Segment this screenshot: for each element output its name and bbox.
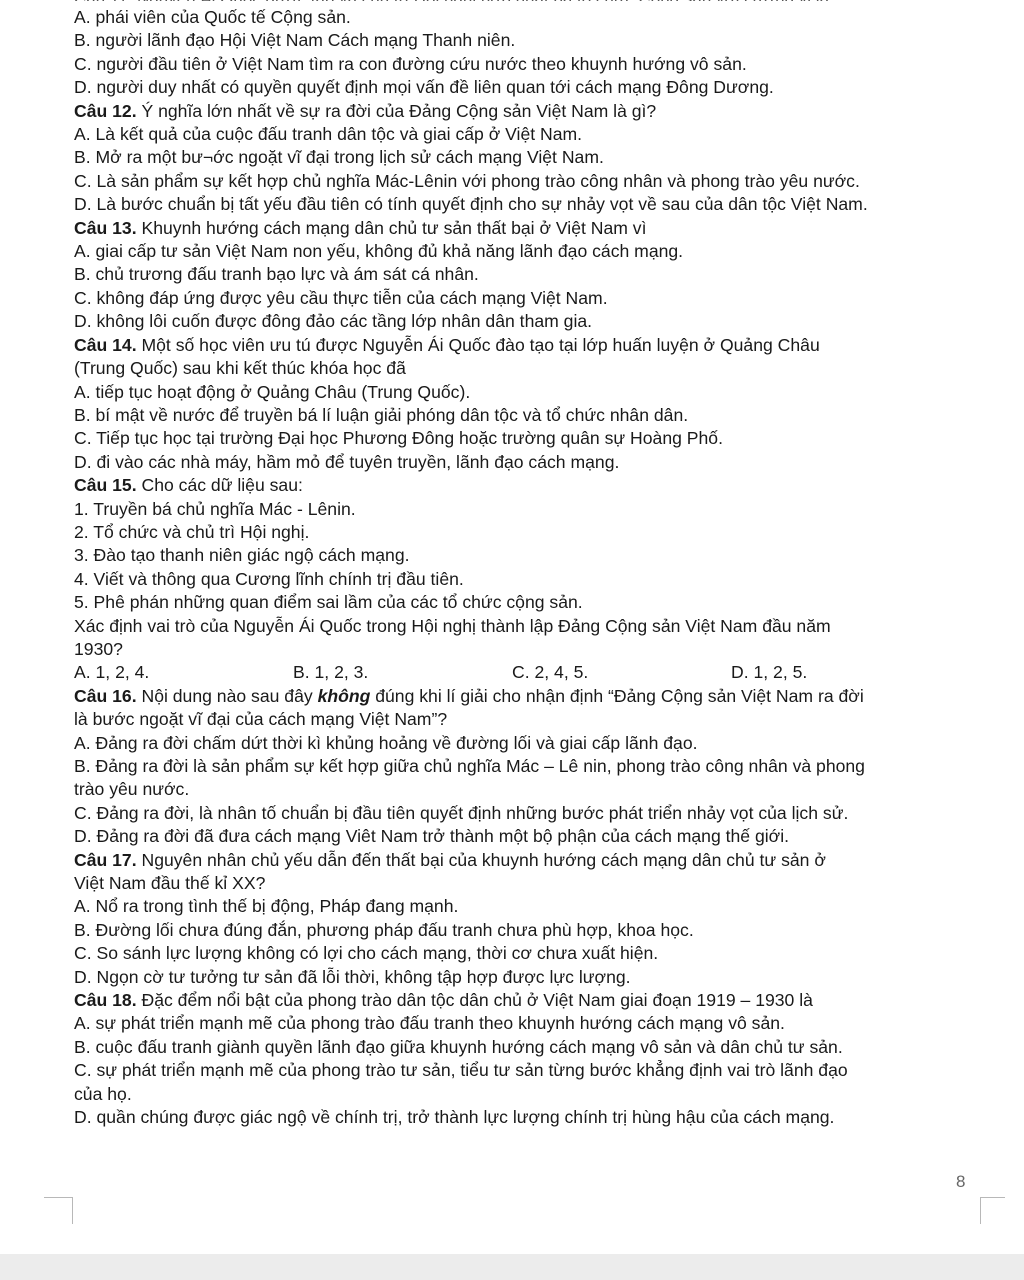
question-label: Câu 12. [74,100,137,121]
question-label: Câu 17. [74,849,137,870]
cut-off-question-line [74,0,994,1]
q11-option-a: A. phái viên của Quốc tế Cộng sản. [74,7,351,27]
question-18 [74,989,994,1012]
q12-option-d: D. Là bước chuẩn bị tất yếu đầu tiên có tính quyết định cho sự nhảy vọt về sau của dân tộc Việt Nam. [74,194,868,215]
q15-option-c: C. 2, 4, 5. [512,662,589,683]
q16-option-d: D. Đảng ra đời đã đưa cách mạng Viêt Nam trở thành một bộ phận của cách mạng thế giới. [74,826,790,847]
question-17-cont: Việt Nam đầu thế kỉ XX? [74,873,266,894]
question-text: Nguyên nhân chủ yếu dẫn đến thất bại của khuynh hướng cách mạng dân chủ tư sản ở [136,849,826,870]
q17-option-a: A. Nổ ra trong tình thế bị động, Pháp đang mạnh. [74,896,459,917]
page-gap [0,1254,1024,1280]
q15-option-a: A. 1, 2, 4. [74,662,150,683]
q18-option-c-cont: của họ. [74,1083,132,1104]
question-text: Cho các dữ liệu sau: [136,475,303,496]
q17-option-b: B. Đường lối chưa đúng đắn, phương pháp đấu tranh chưa phù hợp, khoa học. [74,919,694,940]
q14-option-a: A. tiếp tục hoạt động ở Quảng Châu (Trung Quốc). [74,381,471,402]
q11-option-b: B. người lãnh đạo Hội Việt Nam Cách mạng Thanh niên. [74,30,516,51]
q15-item-4: 4. Viết và thông qua Cương lĩnh chính trị đầu tiên. [74,568,464,589]
q14-option-b: B. bí mật về nước để truyền bá lí luận giải phóng dân tộc và tổ chức nhân dân. [74,404,689,425]
q13-option-b: B. chủ trương đấu tranh bạo lực và ám sát cá nhân. [74,264,479,285]
page-corner-mark-right [980,1197,1005,1224]
q15-option-d: D. 1, 2, 5. [731,662,808,683]
q12-option-c: C. Là sản phẩm sự kết hợp chủ nghĩa Mác-Lênin với phong trào công nhân và phong trào yêu nước. [74,170,860,191]
question-13 [74,217,994,240]
question-16 [74,685,994,708]
page-number: 8 [956,1172,966,1191]
question-label: Câu 15. [74,475,137,496]
q15-item-1: 1. Truyền bá chủ nghĩa Mác - Lênin. [74,498,356,519]
question-text-post: đúng khi lí giải cho nhận định “Đảng Cộng sản Việt Nam ra đời [370,685,864,706]
q18-option-a: A. sự phát triển mạnh mẽ của phong trào đấu tranh theo khuynh hướng cách mạng vô sản. [74,1013,785,1034]
q15-prompt-cont: 1930? [74,638,123,659]
q15-item-3: 3. Đào tạo thanh niên giác ngộ cách mạng. [74,545,410,566]
q18-option-d: D. quần chúng được giác ngộ về chính trị, trở thành lực lượng chính trị hùng hậu của cách mạng. [74,1107,835,1128]
question-text: Nội dung nào sau đây [136,685,318,706]
q11-option-d: D. người duy nhất có quyền quyết định mọi vấn đề liên quan tới cách mạng Đông Dương. [74,77,774,98]
q14-option-c: C. Tiếp tục học tại trường Đại học Phương Đông hoặc trường quân sự Hoàng Phố. [74,428,723,449]
q16-option-a: A. Đảng ra đời chấm dứt thời kì khủng hoảng về đường lối và giai cấp lãnh đạo. [74,732,698,753]
question-text: Ý nghĩa lớn nhất về sự ra đời của Đảng Cộng sản Việt Nam là gì? [136,100,657,121]
q15-prompt: Xác định vai trò của Nguyễn Ái Quốc trong Hội nghị thành lập Đảng Cộng sản Việt Nam đầu năm [74,615,831,636]
question-text: Khuynh hướng cách mạng dân chủ tư sản thất bại ở Việt Nam vì [136,217,647,238]
question-text: Đặc đểm nổi bật của phong trào dân tộc dân chủ ở Việt Nam giai đoạn 1919 – 1930 là [136,990,813,1011]
question-label: Câu 16. [74,685,137,706]
q15-item-2: 2. Tổ chức và chủ trì Hội nghị. [74,521,310,542]
question-15 [74,474,994,497]
q18-option-c: C. sự phát triển mạnh mẽ của phong trào tư sản, tiểu tư sản từng bước khẳng định vai trò lãnh đạo [74,1060,848,1081]
q13-option-d: D. không lôi cuốn được đông đảo các tầng lớp nhân dân tham gia. [74,311,593,332]
question-14-cont: (Trung Quốc) sau khi kết thúc khóa học đã [74,358,406,379]
q16-option-b-cont: trào yêu nước. [74,779,190,800]
q13-option-c: C. không đáp ứng được yêu cầu thực tiễn của cách mạng Việt Nam. [74,287,608,308]
q12-option-b: B. Mở ra một bư¬ớc ngoặt vĩ đại trong lịch sử cách mạng Việt Nam. [74,147,604,168]
question-17 [74,849,994,872]
question-14 [74,334,994,357]
q16-option-b: B. Đảng ra đời là sản phẩm sự kết hợp giữa chủ nghĩa Mác – Lê nin, phong trào công nhân và phong [74,756,865,776]
q18-option-b: B. cuộc đấu tranh giành quyền lãnh đạo giữa khuynh hướng cách mạng vô sản và dân chủ tư sản. [74,1036,843,1057]
question-label: Câu 18. [74,990,137,1011]
q15-item-5: 5. Phê phán những quan điểm sai lầm của các tổ chức cộng sản. [74,592,583,613]
question-label: Câu 14. [74,334,137,355]
q15-option-b: B. 1, 2, 3. [293,662,369,683]
document-page [74,6,994,1130]
q13-option-a: A. giai cấp tư sản Việt Nam non yếu, không đủ khả năng lãnh đạo cách mạng. [74,241,684,262]
q14-option-d: D. đi vào các nhà máy, hầm mỏ để tuyên truyền, lãnh đạo cách mạng. [74,451,620,472]
question-text: Một số học viên ưu tú được Nguyễn Ái Quốc đào tạo tại lớp huấn luyện ở Quảng Châu [136,334,820,355]
question-label: Câu 13. [74,217,137,238]
q12-option-a: A. Là kết quả của cuộc đấu tranh dân tộc và giai cấp ở Việt Nam. [74,124,583,145]
question-16-cont: là bước ngoặt vĩ đại của cách mạng Việt Nam”? [74,709,448,730]
question-12 [74,100,994,123]
q11-option-c: C. người đầu tiên ở Việt Nam tìm ra con đường cứu nước theo khuynh hướng vô sản. [74,53,747,74]
q17-option-c: C. So sánh lực lượng không có lợi cho cách mạng, thời cơ chưa xuất hiện. [74,943,659,964]
page-corner-mark-left [44,1197,73,1224]
q15-options [74,661,994,684]
q17-option-d: D. Ngọn cờ tư tưởng tư sản đã lỗi thời, không tập hợp được lực lượng. [74,966,631,987]
q16-option-c: C. Đảng ra đời, là nhân tố chuẩn bị đầu tiên quyết định những bước phát triển nhảy vọt của lịch sử. [74,802,849,823]
question-emphasis: không [317,685,371,706]
